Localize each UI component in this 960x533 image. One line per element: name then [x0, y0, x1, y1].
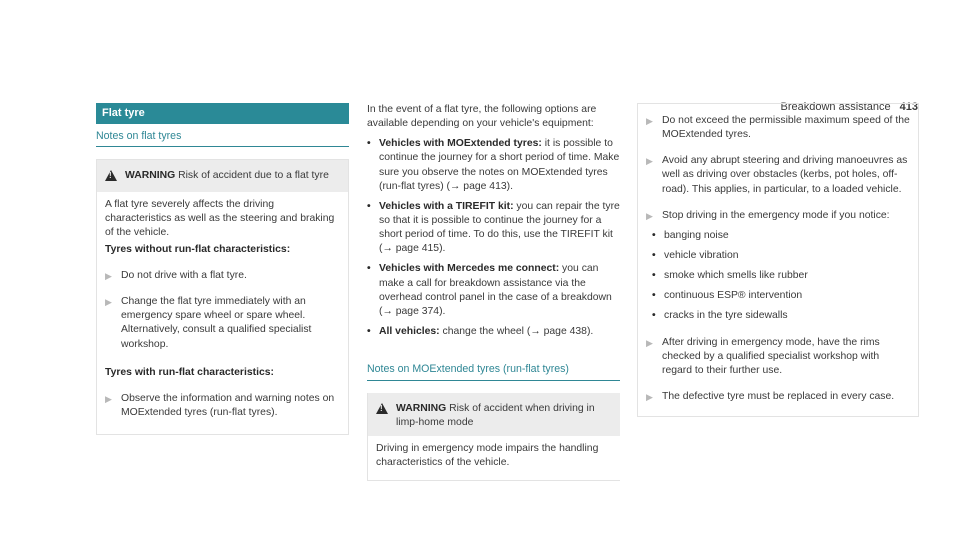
list-item-text: The defective tyre must be replaced in every case.	[662, 390, 895, 402]
option-item	[367, 262, 620, 319]
warning-icon	[105, 170, 117, 181]
list-item	[105, 269, 340, 283]
option-text: you can repair the tyre so that it is possible to continue the journey for a short period of time. To do this, use the TIREFIT kit (→ page 415).	[379, 200, 620, 255]
middle-column	[367, 103, 620, 481]
warning-intro: A flat tyre severely affects the driving characteristics as well as the steering and braking of the vehicle.	[105, 198, 335, 238]
warning-label: WARNING	[396, 402, 447, 414]
option-item	[367, 325, 620, 339]
bullet-dot-icon: •	[367, 200, 371, 212]
warning-body: Driving in emergency mode impairs the handling characteristics of the vehicle.	[376, 442, 599, 468]
warning-header	[368, 393, 620, 436]
section-title: Flat tyre	[96, 103, 349, 124]
bullet-dot-icon: •	[367, 325, 371, 337]
page-number: 413	[899, 101, 918, 113]
list-item	[646, 114, 910, 142]
subheading-notes-flat-tyres: Notes on flat tyres	[96, 124, 349, 147]
symptom-text: vehicle vibration	[664, 249, 739, 261]
bullet-dot-icon: •	[652, 290, 656, 302]
list-item	[646, 209, 910, 223]
list-item	[105, 392, 340, 420]
bullet-dot-icon: •	[652, 249, 656, 261]
left-column	[96, 103, 349, 435]
option-text: it is possible to continue the journey for a short period of time. Make sure you observe the notes on MOExtended tyres (run-flat tyres) (→ page 413).	[379, 138, 620, 192]
warning-content	[368, 436, 620, 480]
symptom-item	[652, 309, 910, 323]
warning-continued-box	[637, 103, 919, 417]
warning-text: Risk of accident when driving in limp-home mode	[396, 402, 595, 428]
arrow-icon: ▶	[105, 393, 112, 404]
list-item	[646, 336, 910, 378]
option-item	[367, 137, 620, 194]
bullet-dot-icon: •	[652, 229, 656, 241]
warning-text: Risk of accident due to a flat tyre	[178, 170, 329, 182]
warning-label: WARNING	[125, 170, 176, 182]
arrow-icon: ▶	[646, 337, 653, 348]
bullet-dot-icon: •	[367, 138, 371, 150]
arrow-icon: ▶	[646, 391, 653, 402]
symptom-text: cracks in the tyre sidewalls	[664, 310, 788, 322]
option-label: Vehicles with MOExtended tyres:	[379, 138, 542, 150]
without-runflat-heading: Tyres without run-flat characteristics:	[105, 243, 291, 255]
list-item-text: Observe the information and warning notes on MOExtended tyres (run-flat tyres).	[121, 392, 335, 419]
option-text: change the wheel (→ page 438).	[439, 325, 594, 337]
arrow-icon: ▶	[646, 156, 653, 167]
bullet-dot-icon: •	[652, 270, 656, 282]
warning-box	[367, 393, 620, 482]
list-item	[105, 295, 340, 352]
list-item-text: Do not exceed the permissible maximum speed of the MOExtended tyres.	[662, 115, 910, 141]
right-column	[637, 103, 919, 417]
symptom-item	[652, 229, 910, 243]
bullet-dot-icon: •	[367, 263, 371, 275]
symptom-text: banging noise	[664, 229, 729, 241]
options-intro: In the event of a flat tyre, the following options are available depending on your vehicle's equipment:	[367, 104, 597, 130]
warning-box	[96, 159, 349, 435]
symptom-item	[652, 289, 910, 303]
list-item	[646, 390, 910, 404]
option-item	[367, 200, 620, 257]
warning-content	[97, 192, 348, 435]
arrow-icon: ▶	[646, 210, 653, 221]
list-item-text: Change the flat tyre immediately with an emergency spare wheel or spare wheel. Alternatively, consult a qualified specialist workshop.	[121, 296, 312, 350]
list-item-text: Stop driving in the emergency mode if you notice:	[662, 209, 890, 221]
list-item-text: After driving in emergency mode, have the rims checked by a qualified specialist workshop with regard to their further use.	[662, 336, 880, 376]
symptom-item	[652, 269, 910, 283]
with-runflat-heading: Tyres with run-flat characteristics:	[105, 366, 274, 378]
option-text: you can make a call for breakdown assistance via the overhead control panel in the case of a breakdown (→ page 374).	[379, 263, 612, 317]
subheading-moextended: Notes on MOExtended tyres (run-flat tyres)	[367, 357, 620, 380]
chapter-title: Breakdown assistance	[780, 101, 891, 113]
list-item-text: Do not drive with a flat tyre.	[121, 270, 247, 282]
warning-header	[97, 160, 348, 191]
symptom-text: continuous ESP® intervention	[664, 290, 803, 302]
bullet-dot-icon: •	[652, 310, 656, 322]
symptom-list	[646, 229, 910, 324]
symptom-text: smoke which smells like rubber	[664, 270, 808, 282]
symptom-item	[652, 249, 910, 263]
option-label: All vehicles:	[379, 325, 440, 337]
option-label: Vehicles with a TIREFIT kit:	[379, 200, 514, 212]
list-item-text: Avoid any abrupt steering and driving manoeuvres as well as driving over obstacles (kerbs, pot holes, off-road). This applies, in particular, to a loaded vehicle.	[662, 155, 908, 195]
arrow-icon: ▶	[105, 297, 112, 308]
list-item	[646, 154, 910, 196]
option-label: Vehicles with Mercedes me connect:	[379, 263, 560, 275]
warning-icon	[376, 403, 388, 414]
arrow-icon: ▶	[646, 116, 653, 126]
arrow-icon: ▶	[105, 271, 112, 282]
